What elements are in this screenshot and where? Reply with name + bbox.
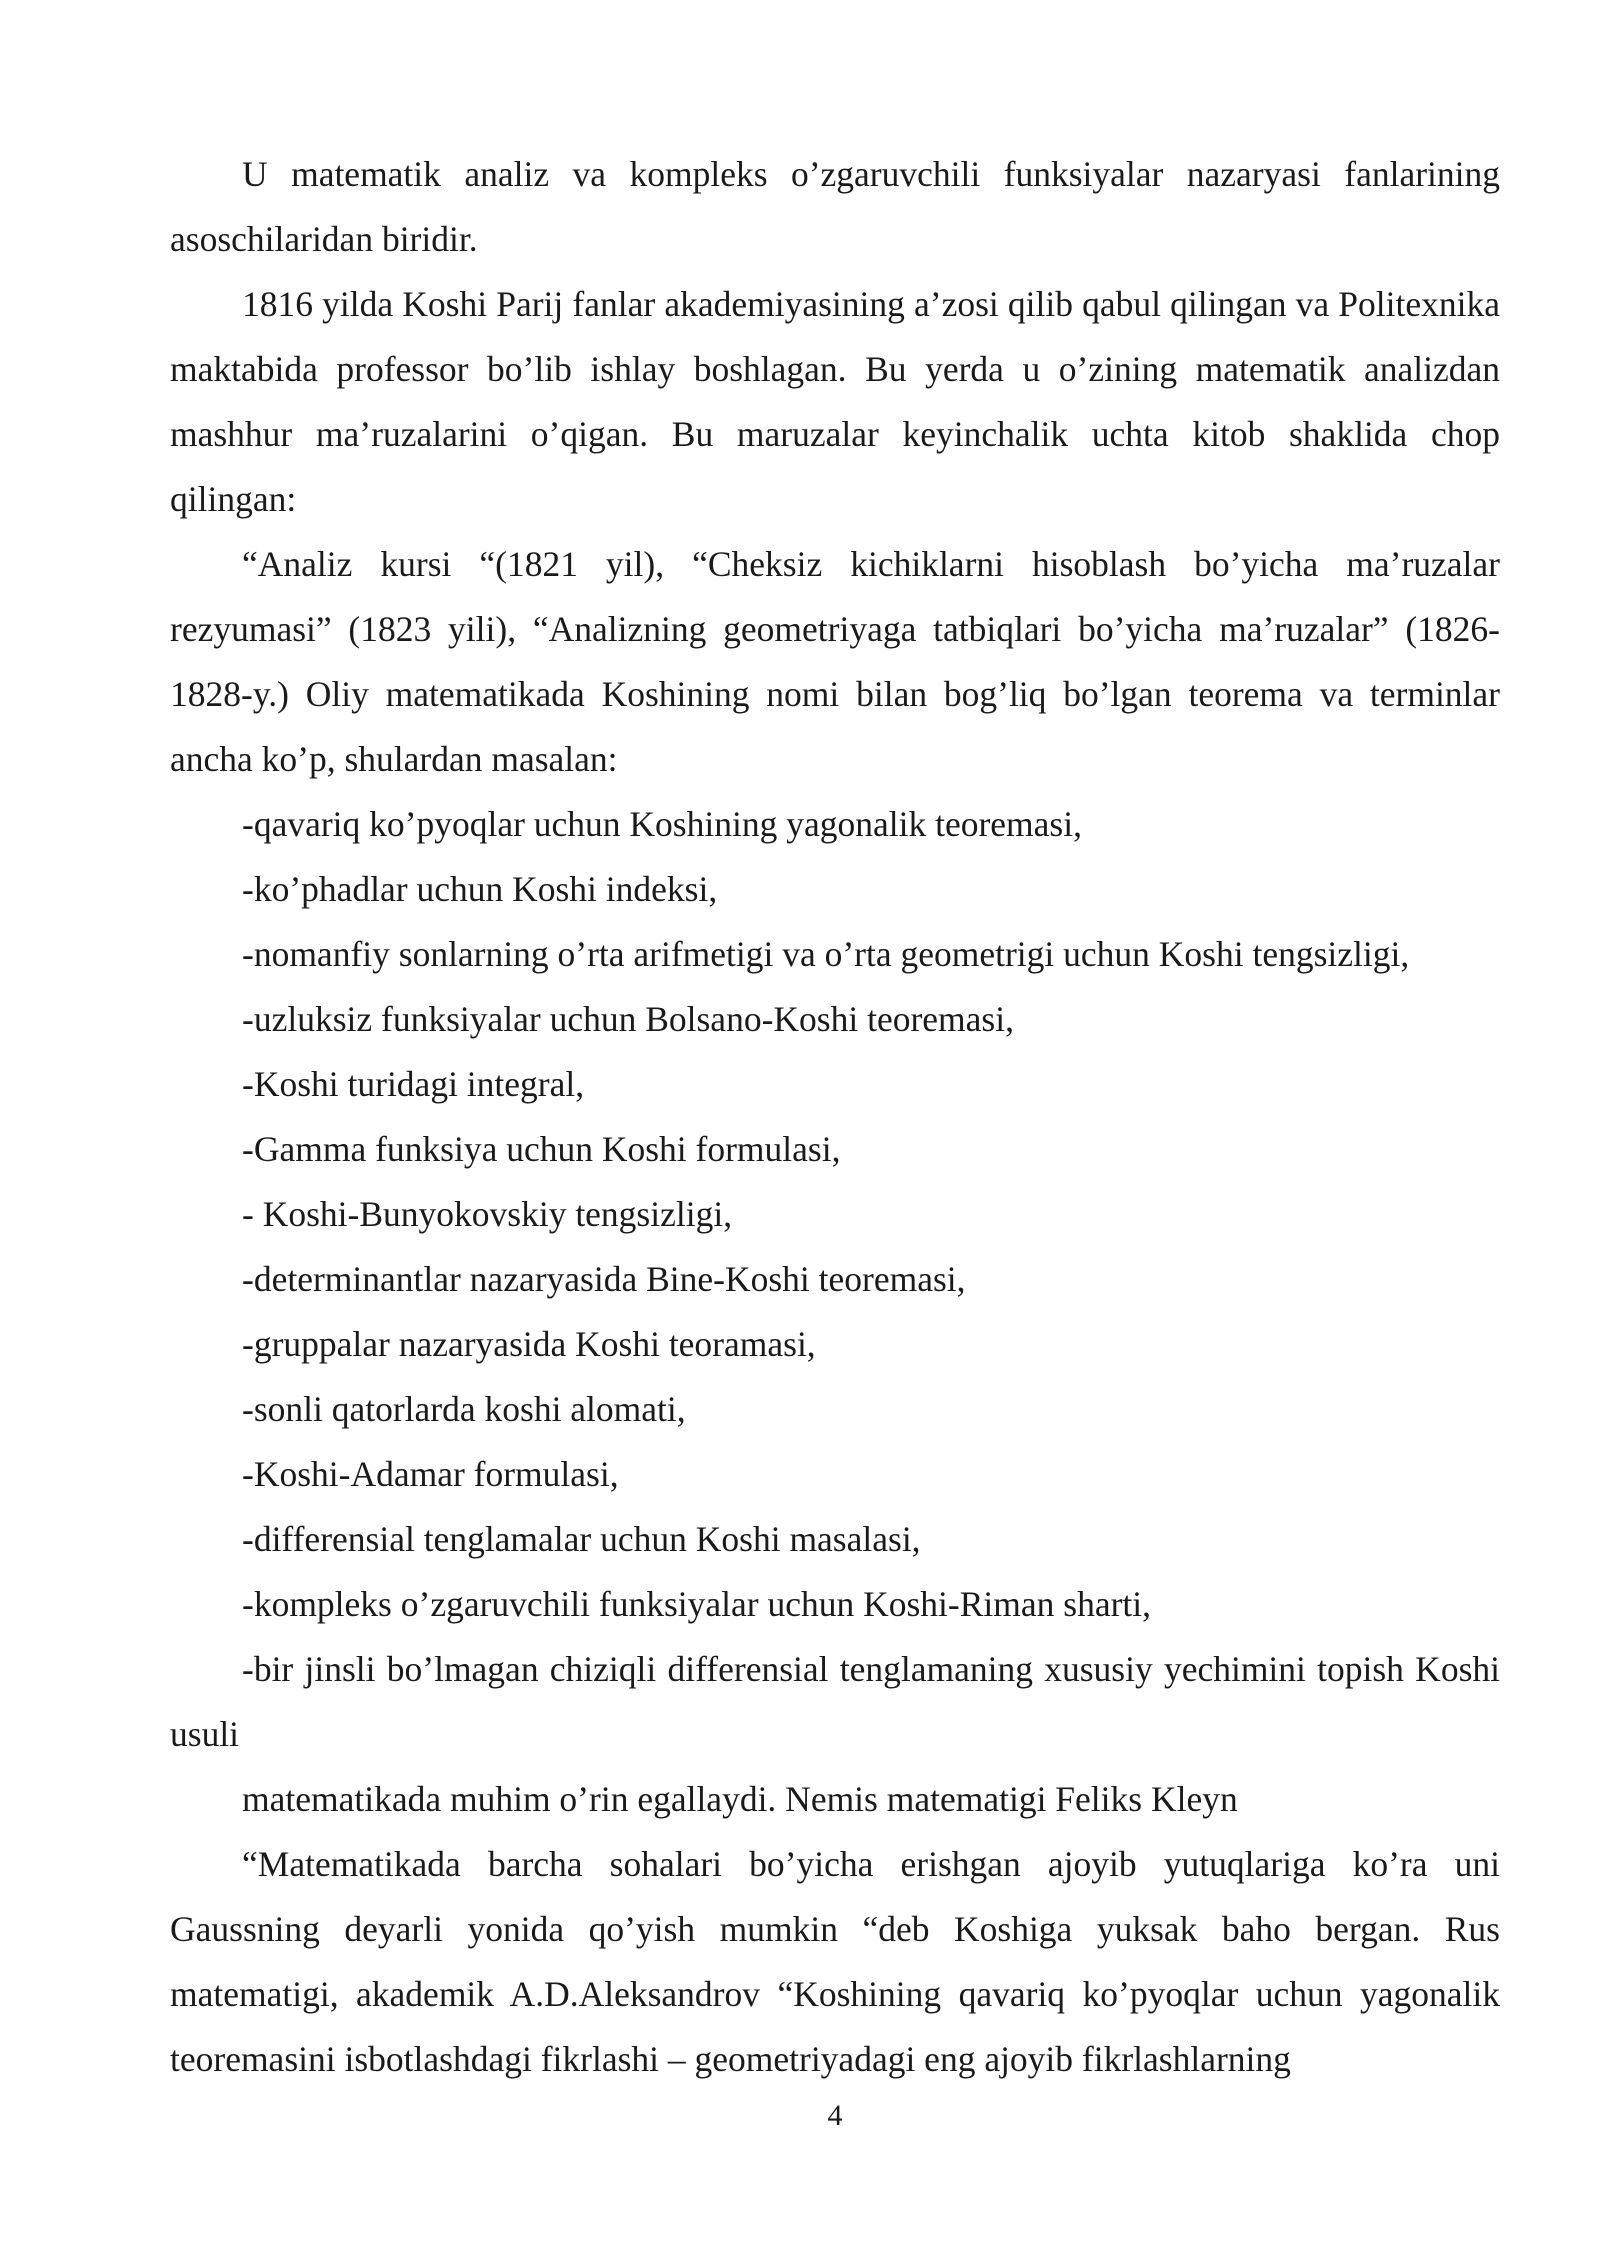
list-item: - Koshi-Bunyokovskiy tengsizligi, [242,1194,733,1234]
list-item: -gruppalar nazaryasida Koshi teoramasi, [242,1324,816,1364]
list-item: -bir jinsli bo’lmagan chiziqli differensial tenglamaning xususiy yechimini topish Koshi usuli [170,1649,1500,1754]
list-item: -determinantlar nazaryasida Bine-Koshi teoremasi, [242,1259,966,1299]
paragraph: U matematik analiz va kompleks o’zgaruvchili funksiyalar nazaryasi fanlarining asoschilaridan biridir. [170,154,1500,259]
page-number: 4 [827,2099,843,2132]
list-item: -differensial tenglamalar uchun Koshi masalasi, [242,1519,921,1559]
list-item: -Koshi-Adamar formulasi, [242,1454,619,1494]
paragraph: “Analiz kursi “(1821 yil), “Cheksiz kichiklarni hisoblash bo’yicha ma’ruzalar rezyumasi” (1823 yili), “Analizning geometriyaga tatbiqlari bo’yicha ma’ruzalar” (1826-1828-y.) Oliy matematikada Koshining nomi bilan bog’liq bo’lgan teorema va terminlar ancha ko’p, shulardan masalan: [170,544,1500,779]
list-item: -uzluksiz funksiyalar uchun Bolsano-Koshi teoremasi, [242,999,1014,1039]
paragraph: 1816 yilda Koshi Parij fanlar akademiyasining a’zosi qilib qabul qilingan va Politexnika maktabida professor bo’lib ishlay boshlagan. Bu yerda u o’zining matematik analizdan mashhur ma’ruzalarini o’qigan. Bu maruzalar keyinchalik uchta kitob shaklida chop qilingan: [170,284,1500,519]
list-item: -kompleks o’zgaruvchili funksiyalar uchun Koshi-Riman sharti, [242,1584,1151,1624]
list-item: -qavariq ko’pyoqlar uchun Koshining yagonalik teoremasi, [242,804,1082,844]
list-item: -ko’phadlar uchun Koshi indeksi, [242,869,718,909]
paragraph: “Matematikada barcha sohalari bo’yicha erishgan ajoyib yutuqlariga ko’ra uni Gaussning deyarli yonida qo’yish mumkin “deb Koshiga yuksak baho bergan. Rus matematigi, akademik A.D.Aleksandrov “Koshining qavariq ko’pyoqlar uchun yagonalik teoremasini isbotlashdagi fikrlashi – geometriyadagi eng ajoyib fikrlashlarning [170,1844,1500,2079]
page-body [170,142,1500,2092]
paragraph: matematikada muhim o’rin egallaydi. Nemis matematigi Feliks Kleyn [242,1779,1238,1819]
list-item: -Koshi turidagi integral, [242,1064,585,1104]
list-item: -nomanfiy sonlarning o’rta arifmetigi va o’rta geometrigi uchun Koshi tengsizligi, [242,934,1410,974]
list-item: -sonli qatorlarda koshi alomati, [242,1389,686,1429]
list-item: -Gamma funksiya uchun Koshi formulasi, [242,1129,841,1169]
